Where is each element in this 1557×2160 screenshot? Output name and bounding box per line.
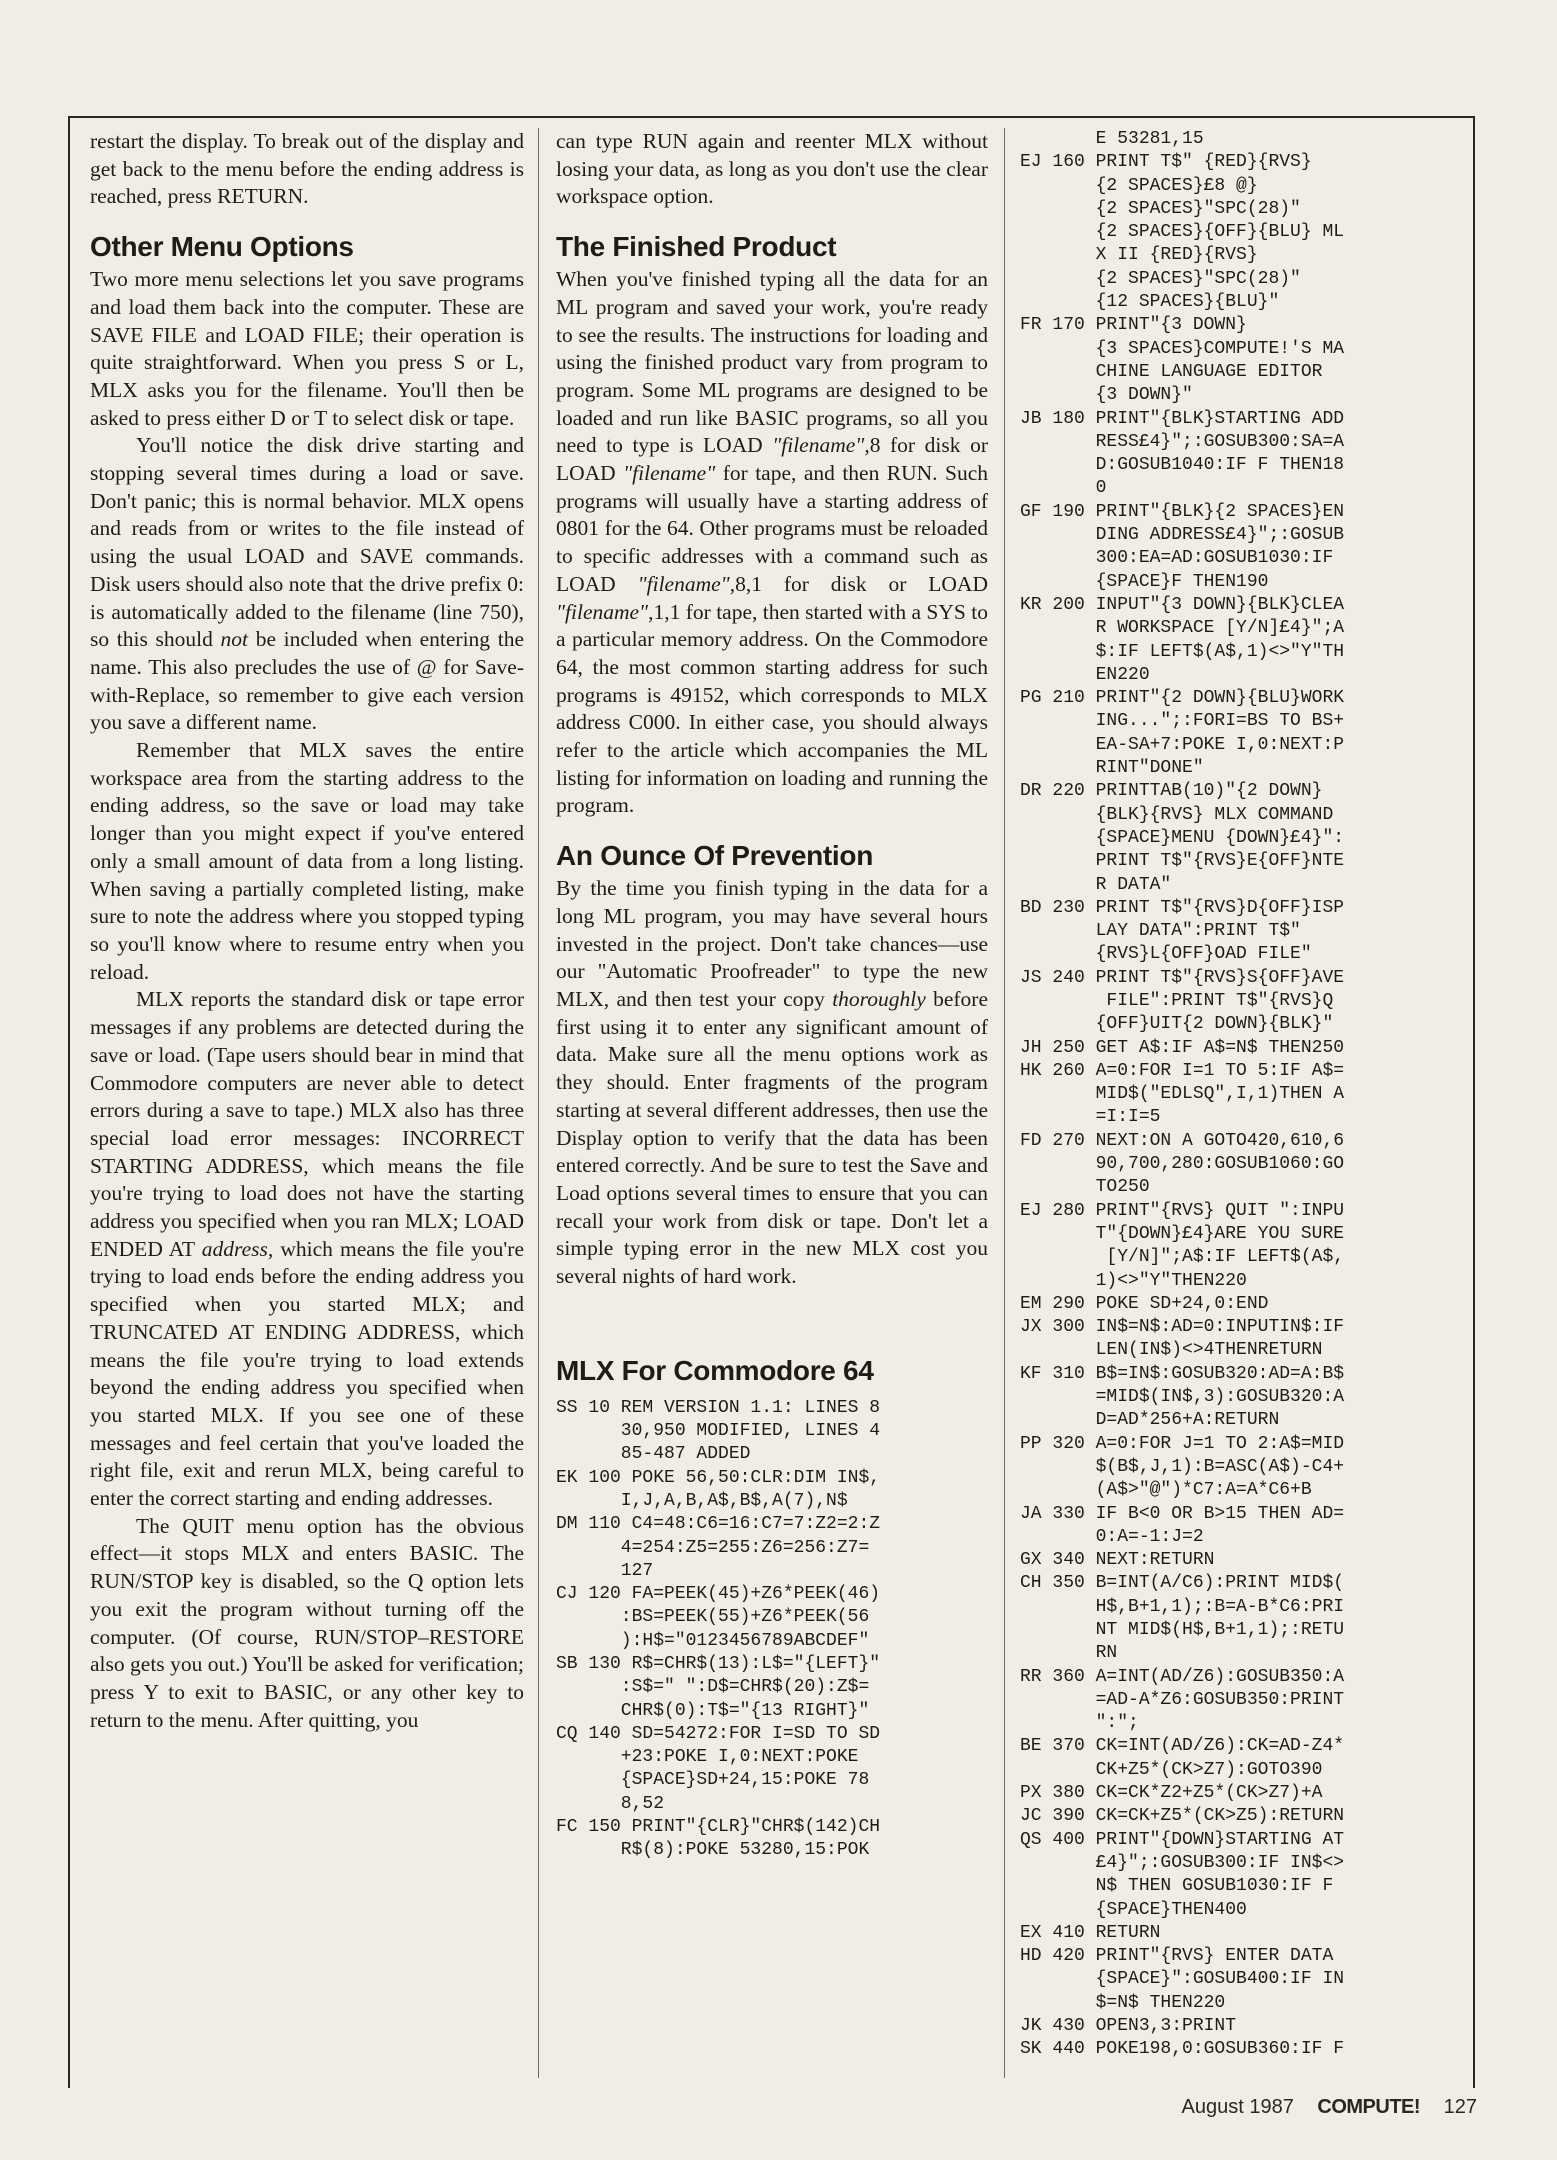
listing-line: {2 SPACES}£8 @} <box>1020 175 1258 196</box>
listing-line: {SPACE}THEN400 <box>1020 1899 1247 1920</box>
listing-line: PRINT T$"{RVS}E{OFF}NTE <box>1020 851 1345 872</box>
listing-line: E 53281,15 <box>1020 129 1204 149</box>
listing-line: 300:EA=AD:GOSUB1030:IF <box>1020 548 1334 569</box>
listing-line: {12 SPACES}{BLU}" <box>1020 292 1280 313</box>
listing-line: D=AD*256+A:RETURN <box>1020 1410 1280 1431</box>
listing-line: {OFF}UIT{2 DOWN}{BLK}" <box>1020 1014 1334 1035</box>
listing-line: +23:POKE I,0:NEXT:POKE <box>556 1747 859 1768</box>
paragraph: The QUIT menu option has the obvious effect—it stops MLX and enters BASIC. The RUN/STOP key is disabled, so the Q option lets you exit the program without turning off the computer. (Of course, RUN/STOP–RESTORE also gets you out.) You'll be asked for verification; press Y to exit to BASIC, or any other key to return to the menu. After quitting, you <box>90 1513 524 1732</box>
listing-line: PP 320 A=0:FOR J=1 TO 2:A$=MID <box>1020 1433 1345 1454</box>
listing-line: LAY DATA":PRINT T$" <box>1020 921 1301 942</box>
listing-line: =AD-A*Z6:GOSUB350:PRINT <box>1020 1689 1345 1710</box>
listing-line: {3 SPACES}COMPUTE!'S MA <box>1020 338 1345 359</box>
listing-line: CHINE LANGUAGE EDITOR <box>1020 361 1323 382</box>
listing-line: TO250 <box>1020 1177 1150 1198</box>
listing-line: BD 230 PRINT T$"{RVS}D{OFF}ISP <box>1020 897 1345 918</box>
listing-line: KR 200 INPUT"{3 DOWN}{BLK}CLEA <box>1020 594 1345 615</box>
listing-line: {SPACE}":GOSUB400:IF IN <box>1020 1969 1345 1990</box>
paragraph: You'll notice the disk drive starting and stopping several times during a load or save. Don't panic; this is normal behavior. MLX opens and reads from or writes to the file instead of using the usual LOAD and SAVE commands. Disk users should also note that the drive prefix 0: is automatically added to the filename (line 750), so this should not be included when entering the name. This also precludes the use of @ for Save-with-Replace, so remember to give each version you save a different name. <box>90 433 524 735</box>
paragraph: Remember that MLX saves the entire workspace area from the starting address to the ending address, so the save or load may take longer than you might expect if you've entered only a small amount of data from a long listing. When saving a partially completed listing, make sure to note the address where you stopped typing so you'll know where to resume entry when you reload. <box>90 738 524 984</box>
listing-line: CK+Z5*(CK>Z7):GOTO390 <box>1020 1759 1323 1780</box>
listing-line: SS 10 REM VERSION 1.1: LINES 8 <box>556 1397 881 1418</box>
listing-line: {SPACE}MENU {DOWN}£4}": <box>1020 827 1345 848</box>
listing-line: KF 310 B$=IN$:GOSUB320:AD=A:B$ <box>1020 1363 1345 1384</box>
listing-line: =MID$(IN$,3):GOSUB320:A <box>1020 1387 1345 1408</box>
listing-line: {BLK}{RVS} MLX COMMAND <box>1020 804 1334 825</box>
listing-line: DR 220 PRINTTAB(10)"{2 DOWN} <box>1020 781 1323 802</box>
listing-line: {SPACE}SD+24,15:POKE 78 <box>556 1770 870 1791</box>
listing-line: SK 440 POKE198,0:GOSUB360:IF F <box>1020 2039 1345 2060</box>
listing-line: X II {RED}{RVS} <box>1020 245 1258 266</box>
page-number: 127 <box>1443 2096 1477 2118</box>
paragraph: By the time you finish typing in the data for a long ML program, you may have several hours invested in the project. Don't take chances—use our "Automatic Proofreader" to type the new MLX, and then test your copy thoroughly before first using it to enter any significant amount of data. Make sure all the menu options work as they should. Enter fragments of the program starting at several different addresses, then use the Display option to verify that the data has been entered correctly. And be sure to test the Save and Load options several times to ensure that you can recall your work from disk or tape. Don't let a simple typing error in the new MLX cost you several nights of hard work. <box>556 876 988 1289</box>
listing-line: RN <box>1020 1643 1118 1664</box>
listing-line: JH 250 GET A$:IF A$=N$ THEN250 <box>1020 1037 1345 1058</box>
listing-line: {RVS}L{OFF}OAD FILE" <box>1020 944 1312 965</box>
listing-line: $:IF LEFT$(A$,1)<>"Y"TH <box>1020 641 1345 662</box>
listing-line: PG 210 PRINT"{2 DOWN}{BLU}WORK <box>1020 688 1345 709</box>
listing-line: HK 260 A=0:FOR I=1 TO 5:IF A$= <box>1020 1060 1345 1081</box>
listing-line: {3 DOWN}" <box>1020 385 1193 406</box>
listing-line: ):H$="0123456789ABCDEF" <box>556 1630 870 1651</box>
listing-line: EK 100 POKE 56,50:CLR:DIM IN$, <box>556 1467 881 1488</box>
listing-line: RESS£4}";:GOSUB300:SA=A <box>1020 431 1345 452</box>
listing-line: 0 <box>1020 478 1107 499</box>
column-divider <box>538 128 539 2078</box>
column-divider <box>1004 128 1005 2078</box>
listing-line: D:GOSUB1040:IF F THEN18 <box>1020 455 1345 476</box>
listing-line: NT MID$(H$,B+1,1);:RETU <box>1020 1620 1345 1640</box>
listing-line: QS 400 PRINT"{DOWN}STARTING AT <box>1020 1829 1345 1850</box>
listing-line: JB 180 PRINT"{BLK}STARTING ADD <box>1020 408 1345 429</box>
listing-line: FR 170 PRINT"{3 DOWN} <box>1020 315 1247 336</box>
listing-line: :S$=" ":D$=CHR$(20):Z$= <box>556 1677 870 1698</box>
listing-line: DM 110 C4=48:C6=16:C7=7:Z2=2:Z <box>556 1514 881 1535</box>
listing-line: HD 420 PRINT"{RVS} ENTER DATA <box>1020 1946 1334 1967</box>
listing-line: R$(8):POKE 53280,15:POK <box>556 1840 870 1861</box>
listing-line: {SPACE}F THEN190 <box>1020 571 1269 592</box>
listing-line: 4=254:Z5=255:Z6=256:Z7= <box>556 1537 870 1558</box>
page-footer <box>1164 2096 1478 2119</box>
paragraph: When you've finished typing all the data for an ML program and saved your work, you're ready to see the results. The instructions for loading and using the finished product vary from program to program. Some ML programs are designed to be loaded and run like BASIC programs, so all you need to type is LOAD "filename",8 for disk or LOAD "filename" for tape, and then RUN. Such programs will usually have a starting address of 0801 for the 64. Other programs must be reloaded to specific addresses with a command such as LOAD "filename",8,1 for disk or LOAD "filename",1,1 for tape, then started with a SYS to a particular memory address. On the Commodore 64, the most common starting address for such programs is 49152, which corresponds to MLX address C000. In either case, you should always refer to the article which accompanies the ML listing for information on loading and running the program. <box>556 267 988 818</box>
listing-line: 30,950 MODIFIED, LINES 4 <box>556 1421 881 1442</box>
listing-line: T"{DOWN}£4}ARE YOU SURE <box>1020 1223 1345 1244</box>
listing-line: R WORKSPACE [Y/N]£4}";A <box>1020 618 1345 639</box>
listing-line: RR 360 A=INT(AD/Z6):GOSUB350:A <box>1020 1666 1345 1687</box>
listing-line: 127 <box>556 1560 654 1581</box>
article-column-2 <box>556 128 988 1863</box>
listing-line: LEN(IN$)<>4THENRETURN <box>1020 1340 1323 1361</box>
listing-line: N$ THEN GOSUB1030:IF F <box>1020 1876 1334 1897</box>
listing-line: $=N$ THEN220 <box>1020 1992 1226 2013</box>
listing-line: {2 SPACES}"SPC(28)" <box>1020 268 1301 289</box>
magazine-name: COMPUTE! <box>1317 2096 1421 2118</box>
listing-line: SB 130 R$=CHR$(13):L$="{LEFT}" <box>556 1653 881 1674</box>
listing-line: EN220 <box>1020 664 1150 685</box>
listing-line: H$,B+1,1);:B=A-B*C6:PRI <box>1020 1596 1345 1617</box>
section-heading-finished-product: The Finished Product <box>556 231 837 263</box>
listing-line: 85-487 ADDED <box>556 1444 751 1465</box>
listing-line: EJ 280 PRINT"{RVS} QUIT ":INPU <box>1020 1200 1345 1221</box>
listing-line: {2 SPACES}{OFF}{BLU} ML <box>1020 222 1345 243</box>
program-listing <box>556 1397 988 1863</box>
listing-line: 90,700,280:GOSUB1060:GO <box>1020 1154 1345 1175</box>
listing-line: (A$>"@")*C7:A=A*C6+B <box>1020 1480 1312 1501</box>
listing-line: CH 350 B=INT(A/C6):PRINT MID$( <box>1020 1573 1345 1594</box>
section-heading-other-menu-options: Other Menu Options <box>90 231 354 263</box>
listing-line: CJ 120 FA=PEEK(45)+Z6*PEEK(46) <box>556 1584 881 1605</box>
listing-line: I,J,A,B,A$,B$,A(7),N$ <box>556 1490 848 1511</box>
listing-line: FC 150 PRINT"{CLR}"CHR$(142)CH <box>556 1817 881 1838</box>
listing-line: JC 390 CK=CK+Z5*(CK>Z5):RETURN <box>1020 1806 1345 1827</box>
listing-line: EA-SA+7:POKE I,0:NEXT:P <box>1020 734 1345 755</box>
paragraph: can type RUN again and reenter MLX without losing your data, as long as you don't use the clear workspace option. <box>556 129 988 209</box>
listing-line: EX 410 RETURN <box>1020 1922 1161 1943</box>
listing-line: 8,52 <box>556 1793 665 1814</box>
listing-line: JS 240 PRINT T$"{RVS}S{OFF}AVE <box>1020 967 1345 988</box>
listing-title: MLX For Commodore 64 <box>556 1354 874 1386</box>
listing-line: GF 190 PRINT"{BLK}{2 SPACES}EN <box>1020 501 1345 522</box>
listing-line: FILE":PRINT T$"{RVS}Q <box>1020 990 1334 1011</box>
listing-line: PX 380 CK=CK*Z2+Z5*(CK>Z7)+A <box>1020 1783 1323 1804</box>
listing-line: 1)<>"Y"THEN220 <box>1020 1270 1247 1291</box>
listing-line: [Y/N]";A$:IF LEFT$(A$, <box>1020 1247 1345 1268</box>
listing-line: {2 SPACES}"SPC(28)" <box>1020 198 1301 219</box>
listing-line: RINT"DONE" <box>1020 758 1204 779</box>
paragraph: Two more menu selections let you save programs and load them back into the computer. These are SAVE FILE and LOAD FILE; their operation is quite straightforward. When you press S or L, MLX asks you for the filename. You'll then be asked to press either D or T to select disk or tape. <box>90 267 524 430</box>
listing-line: BE 370 CK=INT(AD/Z6):CK=AD-Z4* <box>1020 1736 1345 1757</box>
listing-line: =I:I=5 <box>1020 1107 1161 1128</box>
paragraph: restart the display. To break out of the display and get back to the menu before the ending address is reached, press RETURN. <box>90 129 524 209</box>
paragraph: MLX reports the standard disk or tape error messages if any problems are detected during the save or load. (Tape users should bear in mind that Commodore computers are never able to detect errors during a save to tape.) MLX also has three special load error messages: INCORRECT STARTING ADDRESS, which means the file you're trying to load does not have the starting address you specified when you ran MLX; LOAD ENDED AT address, which means the file you're trying to load ends before the ending address you specified when you started MLX; and TRUNCATED AT ENDING ADDRESS, which means the file you're trying to load extends beyond the ending address you specified when you started MLX. If you see one of these messages and feel certain that you've loaded the right file, exit and rerun MLX, being careful to enter the correct starting and ending addresses. <box>90 987 524 1511</box>
listing-line: ":"; <box>1020 1713 1139 1734</box>
program-listing-column-3 <box>1020 128 1344 2062</box>
issue-date: August 1987 <box>1181 2096 1294 2118</box>
listing-line: 0:A=-1:J=2 <box>1020 1526 1204 1547</box>
listing-line: FD 270 NEXT:ON A GOTO420,610,6 <box>1020 1130 1345 1151</box>
section-heading-ounce-of-prevention: An Ounce Of Prevention <box>556 840 873 872</box>
listing-line: :BS=PEEK(55)+Z6*PEEK(56 <box>556 1607 870 1628</box>
listing-line: JA 330 IF B<0 OR B>15 THEN AD= <box>1020 1503 1345 1524</box>
listing-line: R DATA" <box>1020 874 1172 895</box>
listing-line: ING...";:FORI=BS TO BS+ <box>1020 711 1345 732</box>
listing-line: MID$("EDLSQ",I,1)THEN A <box>1020 1084 1345 1105</box>
listing-line: JK 430 OPEN3,3:PRINT <box>1020 2016 1237 2037</box>
listing-line: GX 340 NEXT:RETURN <box>1020 1550 1215 1571</box>
article-column-1 <box>90 128 524 1734</box>
listing-line: EM 290 POKE SD+24,0:END <box>1020 1293 1269 1314</box>
listing-line: JX 300 IN$=N$:AD=0:INPUTIN$:IF <box>1020 1317 1345 1338</box>
listing-line: CQ 140 SD=54272:FOR I=SD TO SD <box>556 1723 881 1744</box>
listing-line: EJ 160 PRINT T$" {RED}{RVS} <box>1020 152 1312 173</box>
listing-line: CHR$(0):T$="{13 RIGHT}" <box>556 1700 870 1721</box>
listing-line: $(B$,J,1):B=ASC(A$)-C4+ <box>1020 1456 1345 1477</box>
listing-line: £4}";:GOSUB300:IF IN$<> <box>1020 1852 1345 1873</box>
listing-line: DING ADDRESS£4}";:GOSUB <box>1020 525 1345 546</box>
